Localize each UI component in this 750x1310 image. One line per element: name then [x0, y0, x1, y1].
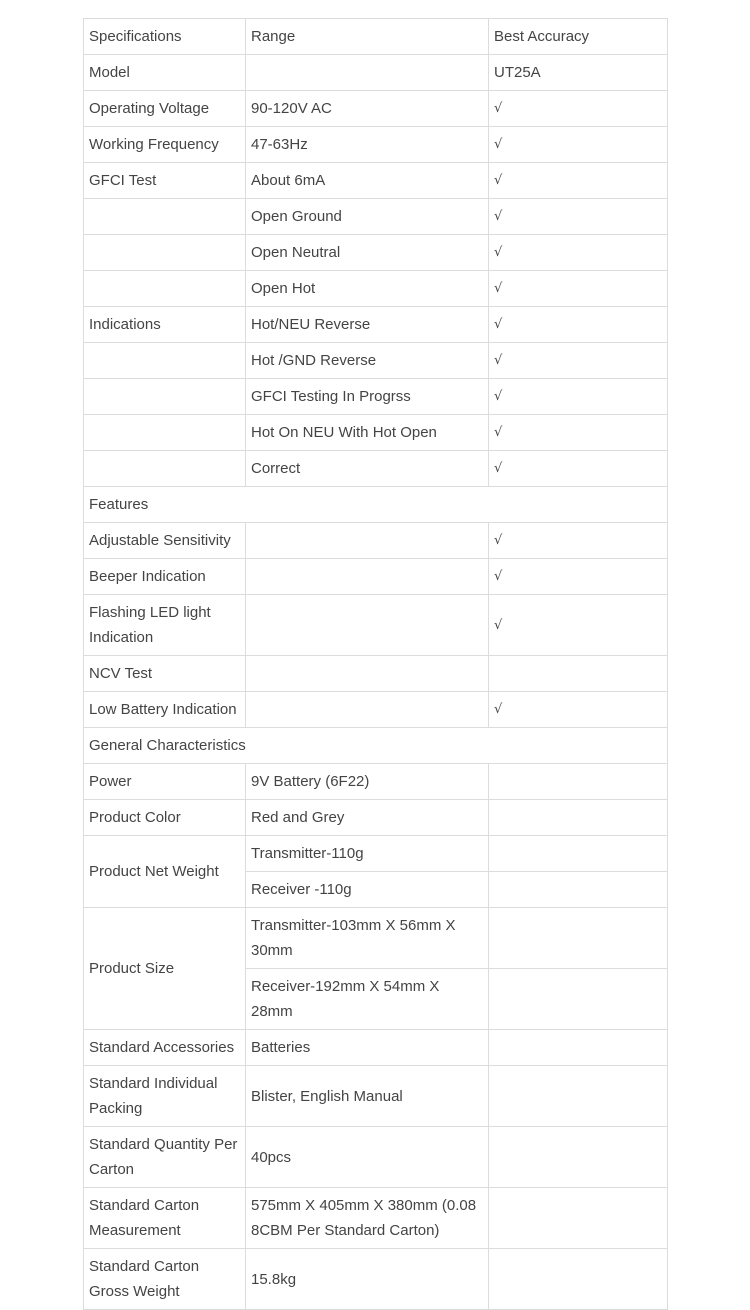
table-row	[84, 415, 668, 451]
check-mark: √	[489, 199, 668, 235]
accuracy-cell	[489, 764, 668, 800]
spec-label: Standard Carton Measurement	[84, 1188, 246, 1249]
spec-label: Standard Carton Gross Weight	[84, 1249, 246, 1310]
accuracy-cell: UT25A	[489, 55, 668, 91]
spec-value: Transmitter-110g	[246, 836, 489, 872]
table-row	[84, 908, 668, 969]
table-row	[84, 1030, 668, 1066]
accuracy-cell	[489, 1066, 668, 1127]
table-row	[84, 343, 668, 379]
range-cell	[246, 656, 489, 692]
spec-label: Product Color	[84, 800, 246, 836]
range-cell	[246, 559, 489, 595]
range-cell: Hot/NEU Reverse	[246, 307, 489, 343]
spec-label: Operating Voltage	[84, 91, 246, 127]
accuracy-cell	[489, 1188, 668, 1249]
range-cell: Hot On NEU With Hot Open	[246, 415, 489, 451]
range-cell: GFCI Testing In Progrss	[246, 379, 489, 415]
spec-label: Working Frequency	[84, 127, 246, 163]
table-header-row	[84, 19, 668, 55]
spec-label	[84, 271, 246, 307]
specifications-table	[83, 18, 668, 1310]
table-row	[84, 1188, 668, 1249]
table-row	[84, 127, 668, 163]
spec-label	[84, 415, 246, 451]
check-mark: √	[489, 343, 668, 379]
header-range: Range	[246, 19, 489, 55]
table-row	[84, 1249, 668, 1310]
accuracy-cell	[489, 800, 668, 836]
feature-label: Low Battery Indication	[84, 692, 246, 728]
check-mark: √	[489, 523, 668, 559]
check-mark: √	[489, 307, 668, 343]
check-mark: √	[489, 595, 668, 656]
spec-value: Receiver -110g	[246, 872, 489, 908]
table-row	[84, 836, 668, 872]
range-cell: About 6mA	[246, 163, 489, 199]
table-row	[84, 764, 668, 800]
spec-label	[84, 235, 246, 271]
header-best-accuracy: Best Accuracy	[489, 19, 668, 55]
spec-label: Standard Quantity Per Carton	[84, 1127, 246, 1188]
check-mark: √	[489, 379, 668, 415]
table-row	[84, 199, 668, 235]
section-title-features: Features	[84, 487, 668, 523]
feature-label: Beeper Indication	[84, 559, 246, 595]
spec-label: Product Net Weight	[84, 836, 246, 908]
spec-label: Product Size	[84, 908, 246, 1030]
check-mark: √	[489, 451, 668, 487]
table-row	[84, 235, 668, 271]
check-mark: √	[489, 692, 668, 728]
accuracy-cell	[489, 872, 668, 908]
table-row	[84, 451, 668, 487]
spec-label: GFCI Test	[84, 163, 246, 199]
check-mark: √	[489, 163, 668, 199]
feature-label: NCV Test	[84, 656, 246, 692]
spec-label: Indications	[84, 307, 246, 343]
spec-value: Receiver-192mm X 54mm X 28mm	[246, 969, 489, 1030]
table-row	[84, 1127, 668, 1188]
accuracy-cell	[489, 1127, 668, 1188]
spec-value: Transmitter-103mm X 56mm X 30mm	[246, 908, 489, 969]
section-header-row	[84, 487, 668, 523]
range-cell	[246, 595, 489, 656]
spec-value: 15.8kg	[246, 1249, 489, 1310]
check-mark: √	[489, 127, 668, 163]
spec-value: Blister, English Manual	[246, 1066, 489, 1127]
check-mark: √	[489, 559, 668, 595]
header-specifications: Specifications	[84, 19, 246, 55]
range-cell: Hot /GND Reverse	[246, 343, 489, 379]
table-row	[84, 656, 668, 692]
spec-label	[84, 379, 246, 415]
check-mark: √	[489, 271, 668, 307]
range-cell	[246, 692, 489, 728]
accuracy-cell	[489, 836, 668, 872]
check-mark: √	[489, 415, 668, 451]
range-cell: 90-120V AC	[246, 91, 489, 127]
spec-label	[84, 199, 246, 235]
spec-label	[84, 451, 246, 487]
spec-value: Red and Grey	[246, 800, 489, 836]
spec-value: 9V Battery (6F22)	[246, 764, 489, 800]
section-header-row	[84, 728, 668, 764]
feature-label: Flashing LED light Indication	[84, 595, 246, 656]
table-row	[84, 800, 668, 836]
spec-value: 40pcs	[246, 1127, 489, 1188]
table-row	[84, 55, 668, 91]
check-mark: √	[489, 91, 668, 127]
range-cell: Open Neutral	[246, 235, 489, 271]
accuracy-cell	[489, 908, 668, 969]
spec-label: Model	[84, 55, 246, 91]
range-cell: Open Hot	[246, 271, 489, 307]
table-row	[84, 271, 668, 307]
range-cell: 47-63Hz	[246, 127, 489, 163]
spec-label: Standard Accessories	[84, 1030, 246, 1066]
range-cell	[246, 523, 489, 559]
table-row	[84, 692, 668, 728]
table-row	[84, 379, 668, 415]
accuracy-cell	[489, 1030, 668, 1066]
table-row	[84, 559, 668, 595]
section-title-general: General Characteristics	[84, 728, 668, 764]
table-row	[84, 91, 668, 127]
range-cell: Open Ground	[246, 199, 489, 235]
table-row	[84, 163, 668, 199]
spec-label: Standard Individual Packing	[84, 1066, 246, 1127]
check-mark	[489, 656, 668, 692]
accuracy-cell	[489, 1249, 668, 1310]
range-cell: Correct	[246, 451, 489, 487]
table-row	[84, 595, 668, 656]
check-mark: √	[489, 235, 668, 271]
spec-label: Power	[84, 764, 246, 800]
table-row	[84, 1066, 668, 1127]
spec-value: 575mm X 405mm X 380mm (0.08 8CBM Per Standard Carton)	[246, 1188, 489, 1249]
spec-label	[84, 343, 246, 379]
feature-label: Adjustable Sensitivity	[84, 523, 246, 559]
range-cell	[246, 55, 489, 91]
accuracy-cell	[489, 969, 668, 1030]
spec-value: Batteries	[246, 1030, 489, 1066]
table-row	[84, 307, 668, 343]
table-row	[84, 523, 668, 559]
